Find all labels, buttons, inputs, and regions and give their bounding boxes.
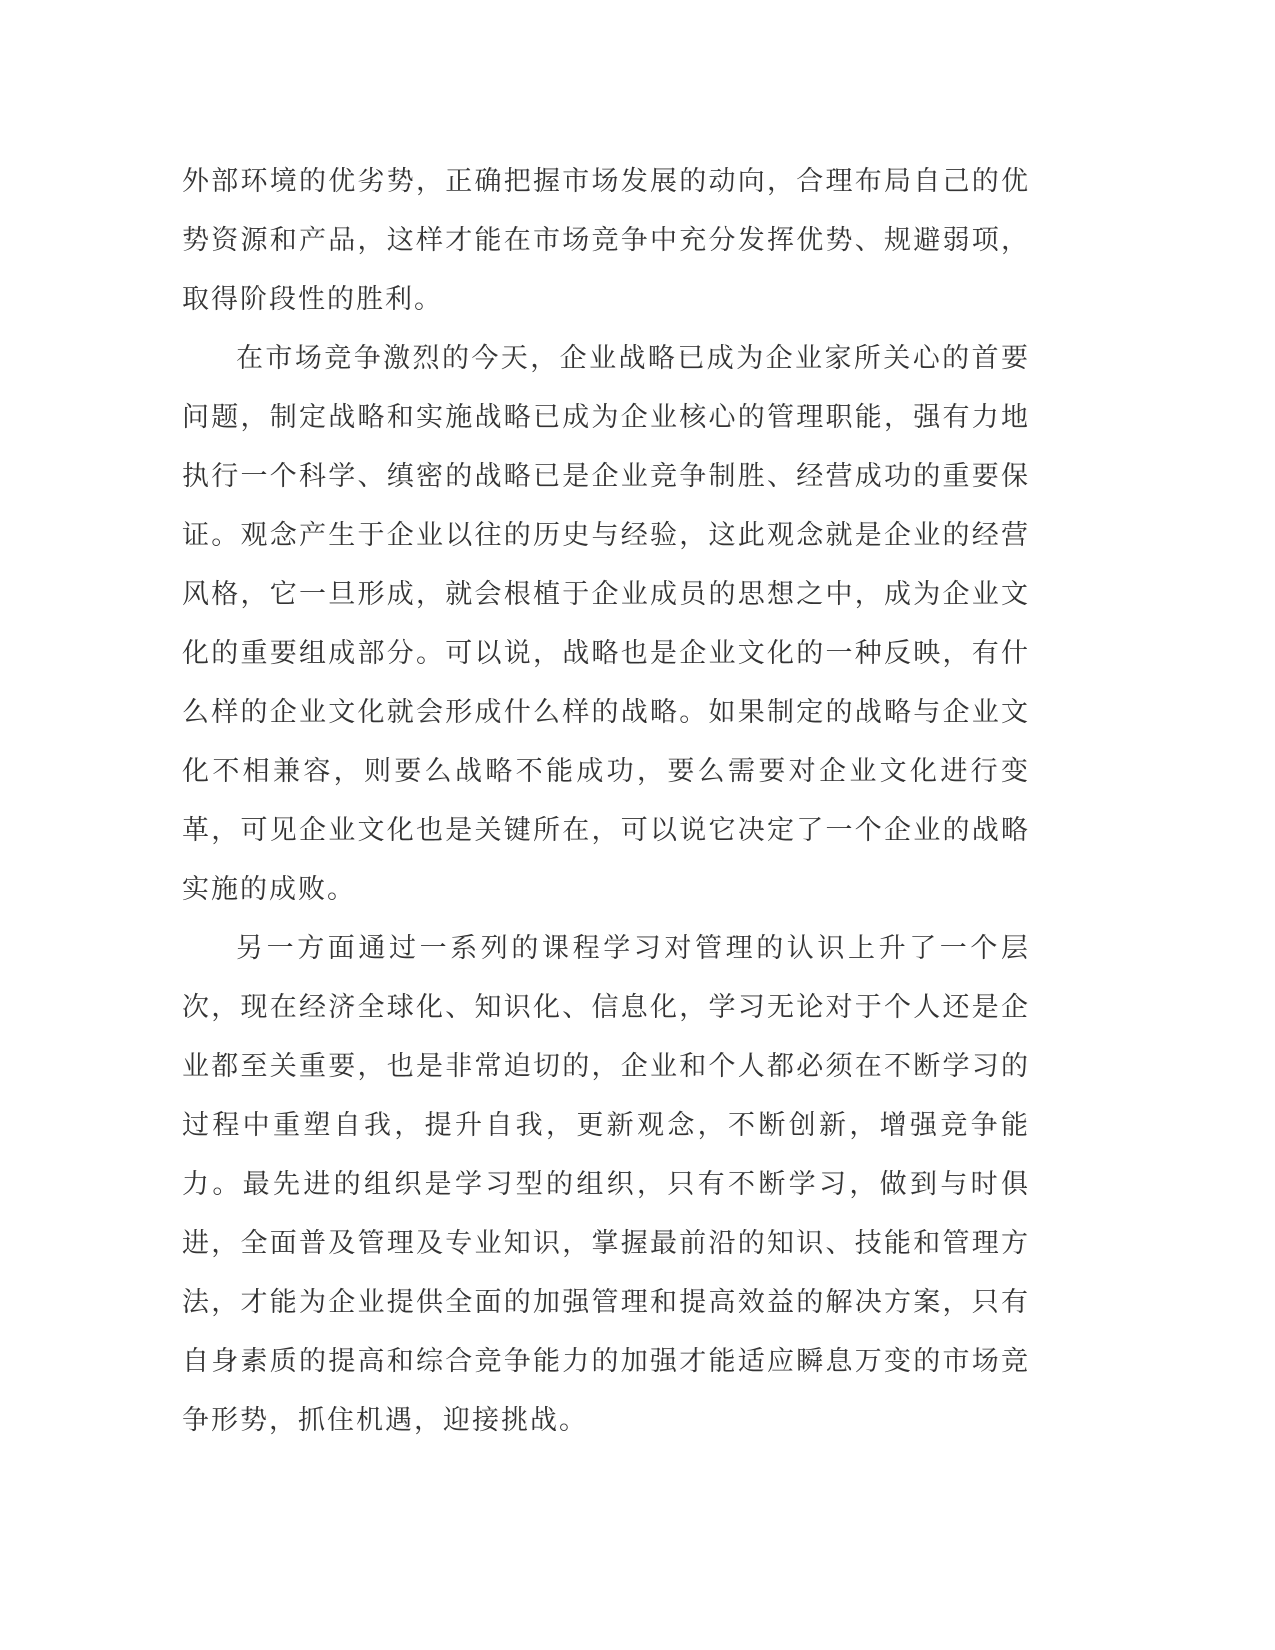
paragraph-learning: 另一方面通过一系列的课程学习对管理的认识上升了一个层次，现在经济全球化、知识化、信息化，学习无论对于个人还是企业都至关重要，也是非常迫切的，企业和个人都必须在不断学习的过程中重塑自我，提升自我，更新观念，不断创新，增强竞争能力。最先进的组织是学习型的组织，只有不断学习，做到与时俱进，全面普及管理及专业知识，掌握最前沿的知识、技能和管理方法，才能为企业提供全面的加强管理和提高效益的解决方案，只有自身素质的提高和综合竞争能力的加强才能适应瞬息万变的市场竞争形势，抓住机遇，迎接挑战。 — [182, 933, 1030, 1436]
paragraph-strategy-culture: 在市场竞争激烈的今天，企业战略已成为企业家所关心的首要问题，制定战略和实施战略已成为企业核心的管理职能，强有力地执行一个科学、缜密的战略已是企业竞争制胜、经营成功的重要保证。观念产生于企业以往的历史与经验，这此观念就是企业的经营风格，它一旦形成，就会根植于企业成员的思想之中，成为企业文化的重要组成部分。可以说，战略也是企业文化的一种反映，有什么样的企业文化就会形成什么样的战略。如果制定的战略与企业文化不相兼容，则要么战略不能成功，要么需要对企业文化进行变革，可见企业文化也是关键所在，可以说它决定了一个企业的战略实施的成败。 — [182, 343, 1030, 905]
document-body — [182, 152, 1030, 1450]
paragraph-continuation: 外部环境的优劣势，正确把握市场发展的动向，合理布局自己的优势资源和产品，这样才能在市场竞争中充分发挥优势、规避弱项，取得阶段性的胜利。 — [182, 166, 1030, 315]
